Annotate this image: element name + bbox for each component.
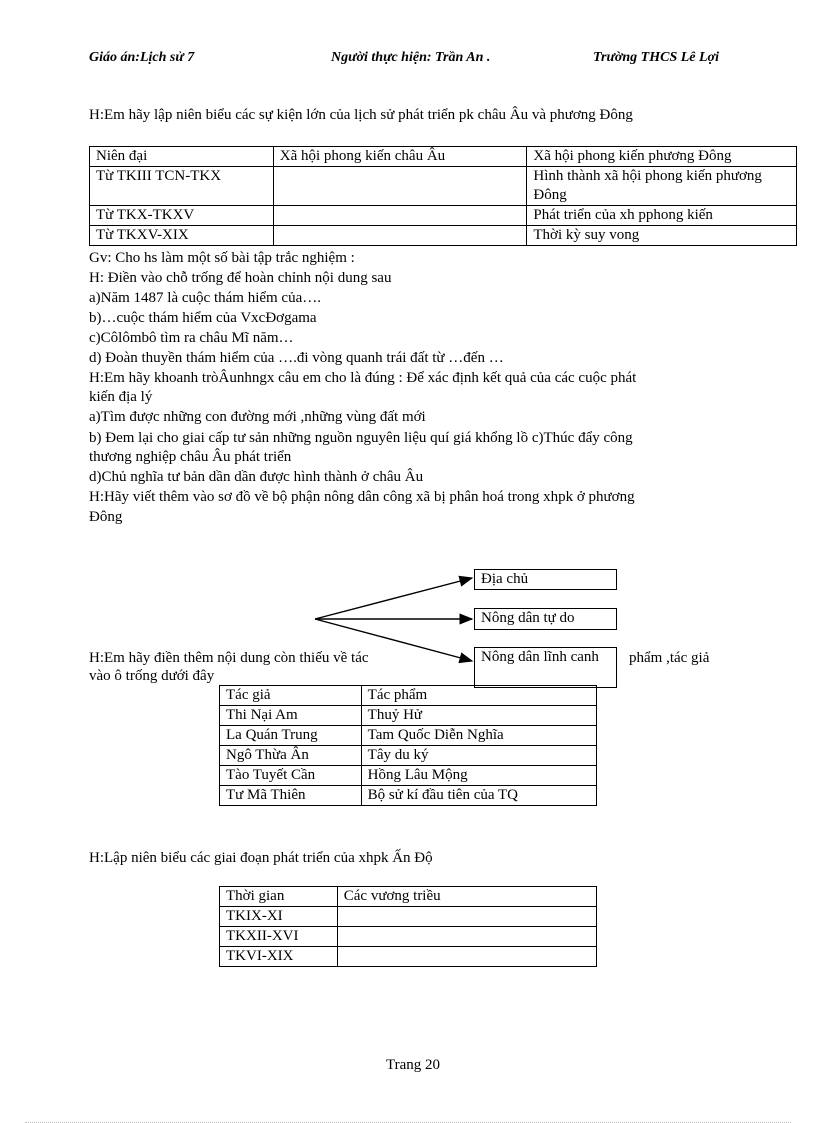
text-line: Đông [89,509,123,525]
table-row [220,786,597,806]
table-cell: TKVI-XIX [220,947,338,967]
header-cell: Xã hội phong kiến phương Đông [527,147,797,167]
table-row [220,927,597,947]
text-line: H: Điền vào chỗ trống để hoàn chỉnh nội dung sau [89,270,392,286]
table-header-row [220,887,597,907]
table-cell: Từ TKXV-XIX [90,226,274,246]
table-cell: Thuỷ Hử [361,706,596,726]
table-cell [337,947,596,967]
text-line: b)…cuộc thám hiểm của VxcĐơgama [89,310,317,326]
table-row [220,907,597,927]
table-row [220,706,597,726]
text-line: thương nghiệp châu Âu phát triển [89,449,292,465]
header-cell: Thời gian [220,887,338,907]
table-cell [337,927,596,947]
table-row [220,726,597,746]
header-cell: Xã hội phong kiến châu Âu [273,147,527,167]
table-cell: Tam Quốc Diễn Nghĩa [361,726,596,746]
table-cell: Tào Tuyết Cần [220,766,362,786]
table-cell: Từ TKX-TKXV [90,206,274,226]
header-subject: Giáo án:Lịch sử 7 [89,50,195,65]
header-cell: Các vương triều [337,887,596,907]
text-line: H:Em hãy khoanh tròÂunhngx câu em cho là đúng : Để xác định kết quả của các cuộc phát [89,370,637,386]
q3-prompt-end: phẩm ,tác giả [629,650,710,666]
arrow-to-landlord [315,578,472,619]
q4-table [219,886,597,967]
table-row [220,746,597,766]
table-cell [337,907,596,927]
text-line: c)Côlômbô tìm ra châu Mĩ năm… [89,330,294,346]
table-cell: Phát triển của xh pphong kiến [527,206,797,226]
table-cell: Hồng Lâu Mộng [361,766,596,786]
box-tenant-peasant: Nông dân lĩnh canh [474,647,617,688]
text-line: H:Hãy viết thêm vào sơ đồ về bộ phận nông dân công xã bị phân hoá trong xhpk ở phương [89,489,635,505]
box-free-peasant: Nông dân tự do [474,608,617,630]
table-header-row [220,686,597,706]
header-cell: Niên đại [90,147,274,167]
text-line: kiến địa lý [89,389,153,405]
q1-prompt: H:Em hãy lập niên biểu các sự kiện lớn của lịch sử phát triển pk châu Âu và phương Đông [89,107,633,123]
table-cell: Bộ sử kí đầu tiên của TQ [361,786,596,806]
header-cell: Tác giả [220,686,362,706]
table-cell: Tư Mã Thiên [220,786,362,806]
q3-table [219,685,597,806]
table-cell: Ngô Thừa Ân [220,746,362,766]
text-line: d)Chủ nghĩa tư bản dần dần được hình thành ở châu Âu [89,469,424,485]
table-row [220,947,597,967]
q3-prompt-line2: vào ô trống dưới đây [89,668,215,684]
header-cell: Tác phẩm [361,686,596,706]
page-number: Trang 20 [386,1057,441,1073]
table-cell: Thi Nại Am [220,706,362,726]
table-cell: Thời kỳ suy vong [527,226,797,246]
text-line: a)Năm 1487 là cuộc thám hiểm của…. [89,290,322,306]
q4-prompt: H:Lập niên biểu các giai đoạn phát triển của xhpk Ấn Độ [89,850,433,866]
table-cell: TKXII-XVI [220,927,338,947]
q3-prompt: H:Em hãy điền thêm nội dung còn thiếu về tác [89,650,369,666]
text-line: d) Đoàn thuyền thám hiểm của ….đi vòng quanh trái đất từ …đến … [89,350,504,366]
text-line: b) Đem lại cho giai cấp tư sản những nguồn nguyên liệu quí giá khổng lồ c)Thúc đẩy công [89,430,633,446]
header-author: Người thực hiện: Trần An . [331,50,491,65]
text-line: a)Tìm được những con đường mới ,những vùng đất mới [89,409,426,425]
header-school: Trường THCS Lê Lợi [593,50,719,65]
table-cell: Tây du ký [361,746,596,766]
text-line: Gv: Cho hs làm một số bài tập trắc nghiệm : [89,250,355,266]
table-row [220,766,597,786]
table-cell: Từ TKIII TCN-TKX [90,167,274,206]
table-cell: TKIX-XI [220,907,338,927]
box-landlord: Địa chủ [474,569,617,590]
table-cell: Hình thành xã hội phong kiến phương Đông [527,167,797,206]
table-cell: La Quán Trung [220,726,362,746]
